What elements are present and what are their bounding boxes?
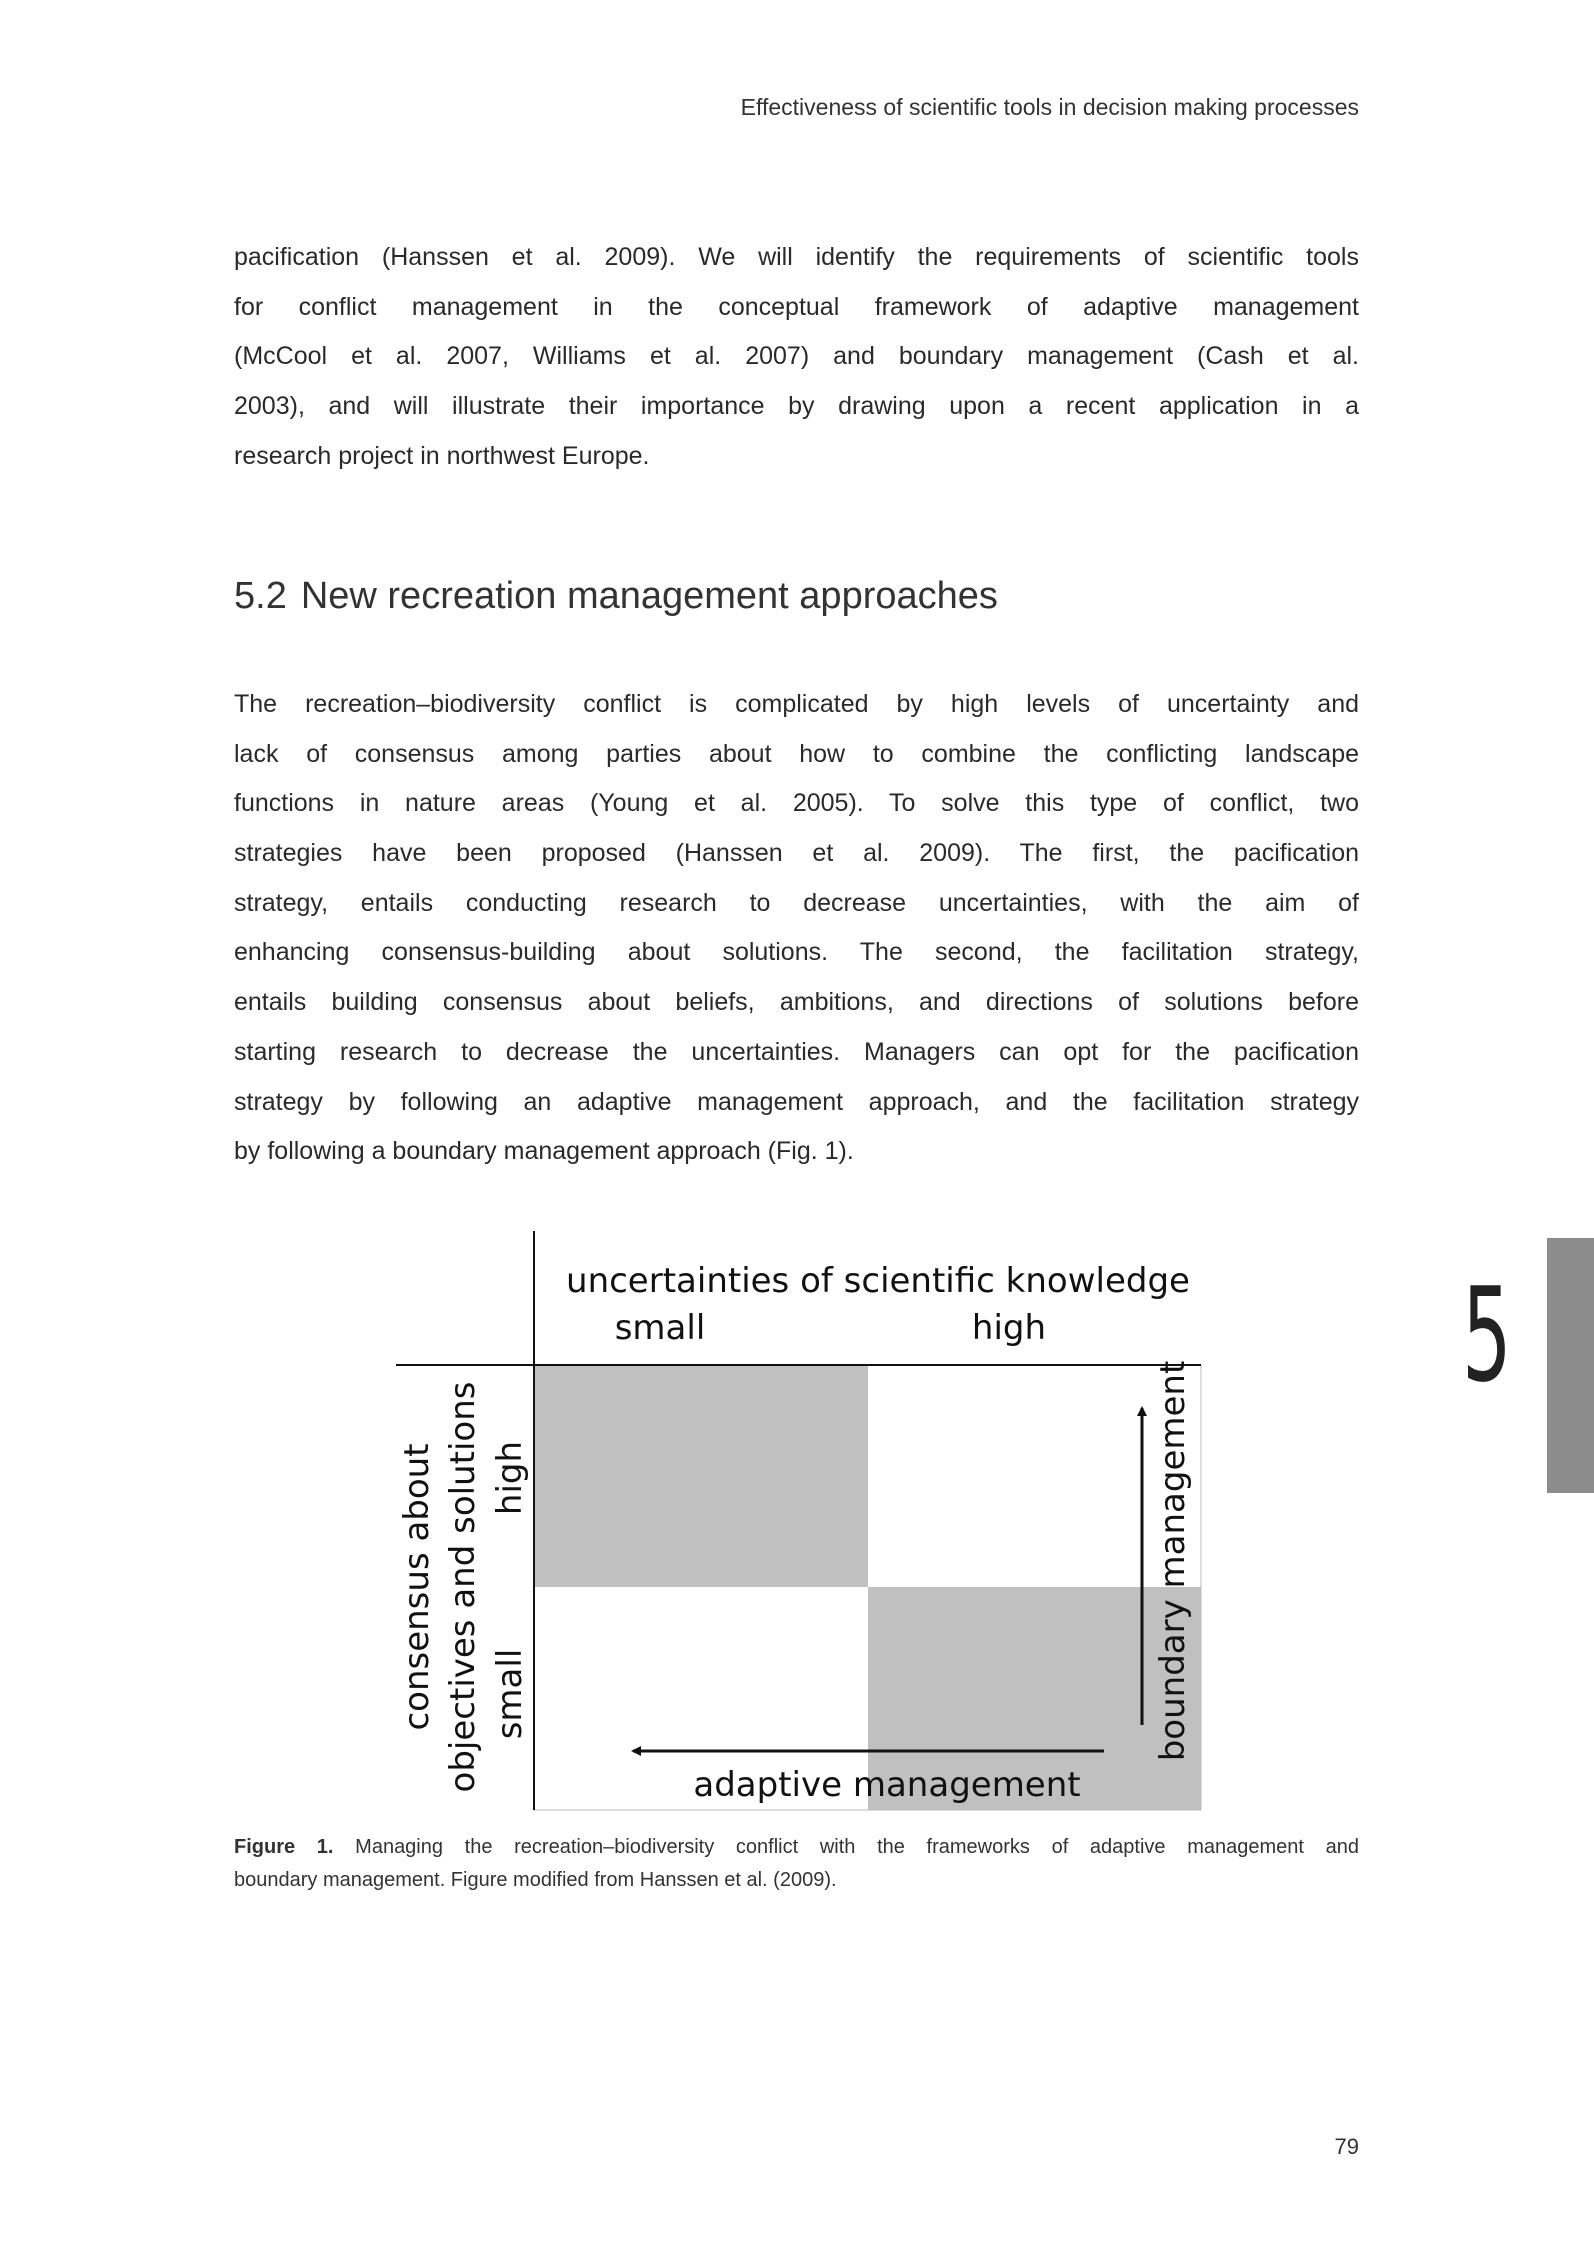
- text-line: for conflict management in the conceptual framework of adaptive management: [234, 292, 1359, 321]
- text-line: The recreation–biodiversity conflict is complicated by high levels of uncertainty and: [234, 690, 1359, 718]
- text-line: entails building consensus about beliefs, ambitions, and directions of solutions before: [234, 988, 1359, 1017]
- text-line: by following a boundary management approach (Fig. 1).: [234, 1137, 854, 1166]
- y-axis-title-line1: consensus about: [397, 1443, 437, 1731]
- caption-line2: boundary management. Figure modified from Hanssen et al. (2009).: [234, 1869, 837, 1891]
- text-line: 2003), and will illustrate their importance by drawing upon a recent application in a: [234, 392, 1359, 421]
- y-label-high: high: [490, 1440, 530, 1516]
- text-line: (McCool et al. 2007, Williams et al. 2007) and boundary management (Cash et al.: [234, 342, 1359, 371]
- text-line: strategy, entails conducting research to decrease uncertainties, with the aim of: [234, 888, 1359, 917]
- text-line: research project in northwest Europe.: [234, 441, 650, 470]
- x-label-high: high: [971, 1308, 1047, 1348]
- caption-label: Figure 1.: [234, 1836, 334, 1858]
- caption-line1: Managing the recreation–biodiversity conflict with the frameworks of adaptive management and: [355, 1836, 1359, 1858]
- figure-caption: [234, 1831, 1359, 1897]
- chapter-tab: [1547, 1238, 1594, 1493]
- x-label-small: small: [614, 1308, 706, 1348]
- boundary-management-label: boundary management: [1153, 1360, 1193, 1762]
- y-label-small: small: [490, 1648, 530, 1740]
- text-line: enhancing consensus-building about solutions. The second, the facilitation strategy,: [234, 938, 1359, 967]
- running-head: Effectiveness of scientific tools in decision making processes: [740, 94, 1359, 120]
- adaptive-management-label: adaptive management: [693, 1765, 1081, 1805]
- section-title: New recreation management approaches: [300, 575, 998, 617]
- text-line: strategies have been proposed (Hanssen et al. 2009). The first, the pacification: [234, 839, 1359, 868]
- text-line: strategy by following an adaptive management approach, and the facilitation strategy: [234, 1087, 1359, 1116]
- chapter-number: 5: [1462, 1259, 1512, 1411]
- section-number: 5.2: [234, 575, 287, 617]
- text-line: lack of consensus among parties about how to combine the conflicting landscape: [234, 739, 1359, 768]
- y-axis-title-line2: objectives and solutions: [443, 1381, 483, 1793]
- text-line: functions in nature areas (Young et al. 2005). To solve this type of conflict, two: [234, 789, 1359, 818]
- text-line: pacification (Hanssen et al. 2009). We will identify the requirements of scientific tools: [234, 243, 1359, 271]
- page-number: 79: [1334, 2134, 1359, 2159]
- text-line: starting research to decrease the uncertainties. Managers can opt for the pacification: [234, 1037, 1359, 1066]
- quadrant-small-uncertainty-high-consensus: [534, 1365, 868, 1587]
- x-axis-title: uncertainties of scientific knowledge: [566, 1261, 1190, 1301]
